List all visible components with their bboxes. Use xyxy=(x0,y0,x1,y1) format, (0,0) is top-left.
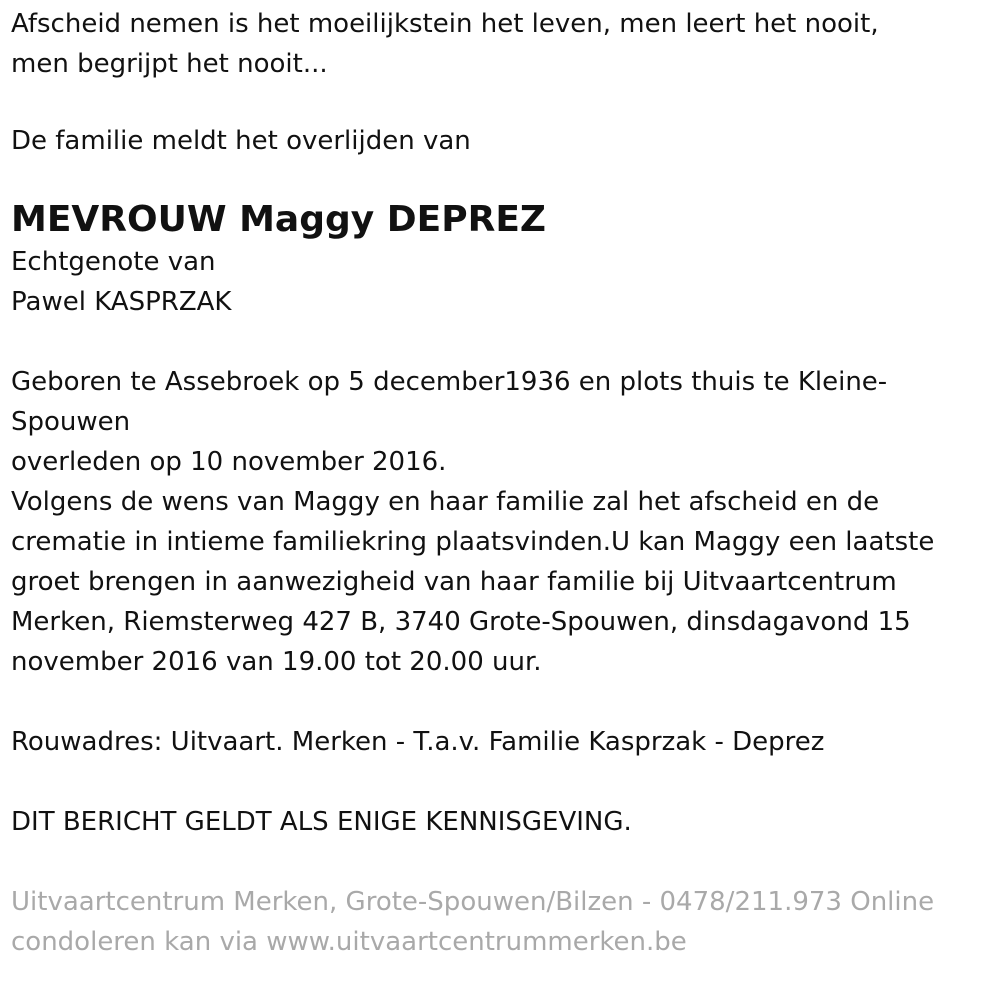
spacer xyxy=(11,322,986,362)
footer-line-1: Uitvaartcentrum Merken, Grote-Spouwen/Bilzen - 0478/211.973 Online xyxy=(11,887,935,917)
birth-line-2: Spouwen xyxy=(11,407,131,437)
death-line: overleden op 10 november 2016. xyxy=(11,447,447,477)
intro-line-1: Afscheid nemen is het moeilijkstein het leven, men leert het nooit, xyxy=(11,9,879,39)
intro-line-2: men begrijpt het nooit... xyxy=(11,49,328,79)
birth-line-1: Geboren te Assebroek op 5 december1936 en plots thuis te Kleine- xyxy=(11,367,888,397)
death-notice xyxy=(11,4,986,962)
intro-quote xyxy=(11,4,986,84)
spacer xyxy=(11,84,986,121)
details-block xyxy=(11,362,986,682)
notice-text: DIT BERICHT GELDT ALS ENIGE KENNISGEVING. xyxy=(11,807,632,837)
spacer xyxy=(11,161,986,198)
spouse-name: Pawel KASPRZAK xyxy=(11,287,232,317)
wish-line-4: Merken, Riemsterweg 427 B, 3740 Grote-Spouwen, dinsdagavond 15 xyxy=(11,607,911,637)
spacer xyxy=(11,842,986,882)
announcement-text: De familie meldt het overlijden van xyxy=(11,126,471,156)
wish-line-1: Volgens de wens van Maggy en haar familie zal het afscheid en de xyxy=(11,487,880,517)
spacer xyxy=(11,682,986,722)
deceased-name: MEVROUW Maggy DEPREZ xyxy=(11,199,547,240)
wish-line-5: november 2016 van 19.00 tot 20.00 uur. xyxy=(11,647,542,677)
wish-line-3: groet brengen in aanwezigheid van haar familie bij Uitvaartcentrum xyxy=(11,567,897,597)
footer xyxy=(11,882,986,962)
mourning-address: Rouwadres: Uitvaart. Merken - T.a.v. Familie Kasprzak - Deprez xyxy=(11,727,825,757)
footer-line-2: condoleren kan via www.uitvaartcentrummerken.be xyxy=(11,927,687,957)
wish-line-2: crematie in intieme familiekring plaatsvinden.U kan Maggy een laatste xyxy=(11,527,935,557)
relation-text: Echtgenote van xyxy=(11,247,216,277)
spacer xyxy=(11,762,986,802)
